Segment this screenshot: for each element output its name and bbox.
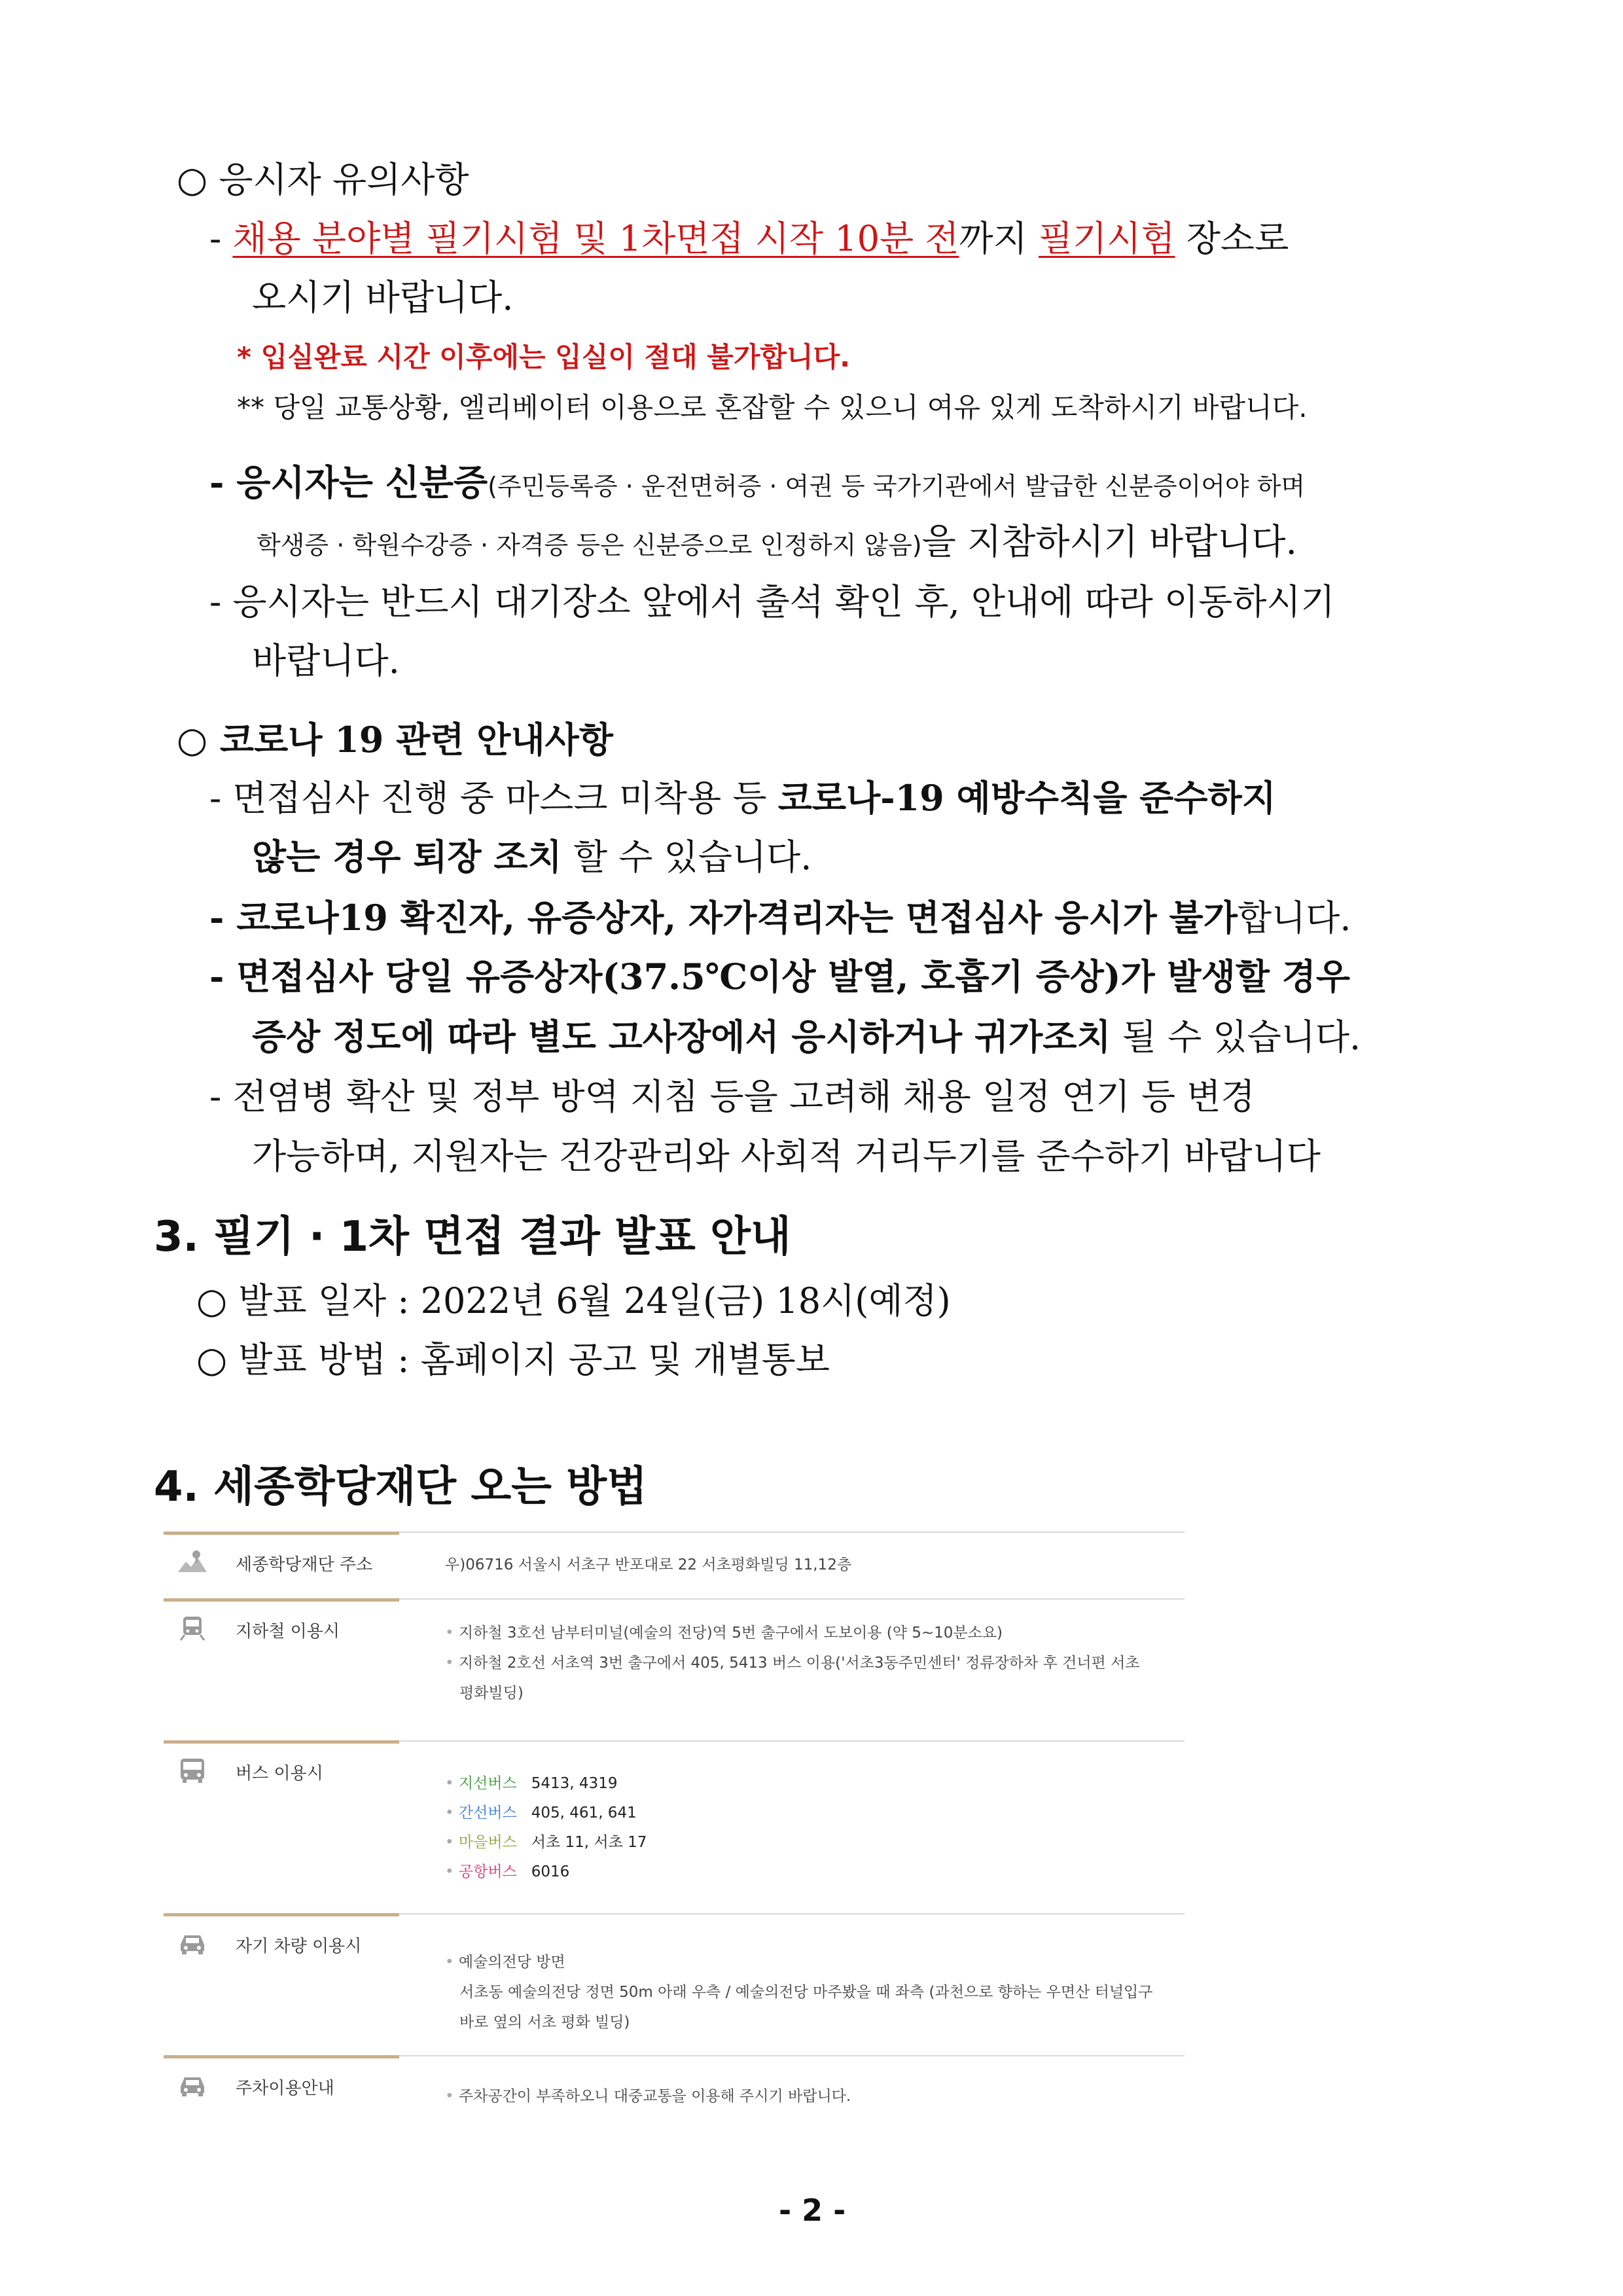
row-label: 주차이용안내 bbox=[236, 2079, 334, 2098]
subway-line-2-text: • 지하철 2호선 서초역 3번 출구에서 405, 5413 버스 이용('서초3동주민센터' 정류장하차 후 건너편 서초 bbox=[445, 1648, 1140, 1678]
table-row bbox=[164, 2055, 1185, 2128]
bus-airport: • 공항버스 6016 bbox=[445, 1857, 647, 1887]
car-detail-text: 서초동 예술의전당 정면 50m 아래 우측 / 예술의전당 마주봤을 때 좌측 (과천으로 향하는 우면산 터널입구 bbox=[459, 1984, 1153, 2001]
subway-line-2-cont: 평화빌딩) bbox=[459, 1685, 524, 1702]
section-title-notice: ○ 응시자 유의사항 bbox=[177, 159, 469, 200]
heading-results: 3. 필기 · 1차 면접 결과 발표 안내 bbox=[154, 1213, 791, 1261]
notice-bullet-3: - 응시자는 반드시 대기장소 앞에서 출석 확인 후, 안내에 따라 이동하시기 bbox=[209, 581, 1335, 622]
row-label: 버스 이용시 bbox=[236, 1764, 323, 1784]
car-detail-cont: 바로 옆의 서초 평화 빌딩) bbox=[459, 2014, 630, 2031]
bus-village: • 마을버스 서초 11, 서초 17 bbox=[445, 1828, 647, 1857]
covid-bullet-1: - 면접심사 진행 중 마스크 미착용 등 코로나-19 예방수칙을 준수하지 bbox=[209, 777, 1276, 819]
covid-bullet-4: - 전염병 확산 및 정부 방역 지침 등을 고려해 채용 일정 연기 등 변경 bbox=[209, 1076, 1255, 1117]
announcement-date: ○ 발표 일자 : 2022년 6월 24일(금) 18시(예정) bbox=[196, 1280, 951, 1321]
entry-deadline-note: * 입실완료 시간 이후에는 입실이 절대 불가합니다. bbox=[237, 341, 851, 373]
row-label: 세종학당재단 주소 bbox=[236, 1555, 373, 1575]
exam-location-text: 필기시험 bbox=[1038, 218, 1175, 259]
notice-bullet-3-line2: 바랍니다. bbox=[252, 640, 400, 681]
car-direction-text: • 예술의전당 방면 bbox=[445, 1947, 1152, 1977]
covid-bullet-1-line2: 않는 경우 퇴장 조치 할 수 있습니다. bbox=[252, 836, 812, 878]
table-row bbox=[164, 1913, 1185, 2055]
heading-directions: 4. 세종학당재단 오는 방법 bbox=[154, 1463, 647, 1511]
arrival-time-text: 채용 분야별 필기시험 및 1차면접 시작 10분 전 bbox=[232, 218, 959, 259]
notice-bullet-2: - 응시자는 신분증(주민등록증 · 운전면허증 · 여권 등 국가기관에서 발급한 신분증이어야 하며 bbox=[209, 461, 1306, 503]
parking-car-icon bbox=[177, 2072, 208, 2098]
bus-icon bbox=[177, 1757, 208, 1784]
notice-bullet-1: - 채용 분야별 필기시험 및 1차면접 시작 10분 전까지 필기시험 장소로 bbox=[209, 218, 1289, 259]
page-number: - 2 - bbox=[779, 2193, 846, 2228]
section-title-covid: ○ 코로나 19 관련 안내사항 bbox=[177, 719, 613, 761]
announcement-method: ○ 발표 방법 : 홈페이지 공고 및 개별통보 bbox=[196, 1339, 830, 1380]
row-label: 자기 차량 이용시 bbox=[236, 1937, 362, 1956]
row-label: 지하철 이용시 bbox=[236, 1622, 340, 1641]
covid-bullet-2: - 코로나19 확진자, 유증상자, 자가격리자는 면접심사 응시가 불가합니다. bbox=[209, 897, 1351, 939]
subway-line-3-text: • 지하철 3호선 남부터미널(예술의 전당)역 5번 출구에서 도보이용 (약 5~10분소요) bbox=[445, 1618, 1140, 1648]
map-pin-icon bbox=[177, 1549, 208, 1575]
bus-trunk: • 간선버스 405, 461, 641 bbox=[445, 1799, 647, 1828]
covid-bullet-3: - 면접심사 당일 유증상자(37.5℃이상 발열, 호흡기 증상)가 발생할 경우 bbox=[209, 956, 1351, 997]
bus-branch: • 지선버스 5413, 4319 bbox=[445, 1769, 647, 1799]
directions-table bbox=[164, 1532, 1185, 2128]
address-text: 우)06716 서울시 서초구 반포대로 22 서초평화빌딩 11,12층 bbox=[445, 1556, 852, 1573]
table-row bbox=[164, 1598, 1185, 1740]
traffic-note: ** 당일 교통상황, 엘리베이터 이용으로 혼잡할 수 있으니 여유 있게 도착하시기 바랍니다. bbox=[237, 391, 1308, 423]
notice-bullet-1-line2: 오시기 바랍니다. bbox=[252, 277, 514, 318]
notice-bullet-2-line2: 학생증 · 학원수강증 · 자격증 등은 신분증으로 인정하지 않음)을 지참하시기 바랍니다. bbox=[257, 521, 1297, 562]
car-icon bbox=[177, 1930, 208, 1956]
table-row bbox=[164, 1532, 1185, 1598]
covid-bullet-4-line2: 가능하며, 지원자는 건강관리와 사회적 거리두기를 준수하기 바랍니다 bbox=[252, 1136, 1321, 1177]
subway-icon bbox=[177, 1615, 208, 1641]
parking-text: • 주차공간이 부족하오니 대중교통을 이용해 주시기 바랍니다. bbox=[445, 2081, 851, 2111]
table-row bbox=[164, 1740, 1185, 1913]
covid-bullet-3-line2: 증상 정도에 따라 별도 고사장에서 응시하거나 귀가조치 될 수 있습니다. bbox=[252, 1016, 1361, 1058]
